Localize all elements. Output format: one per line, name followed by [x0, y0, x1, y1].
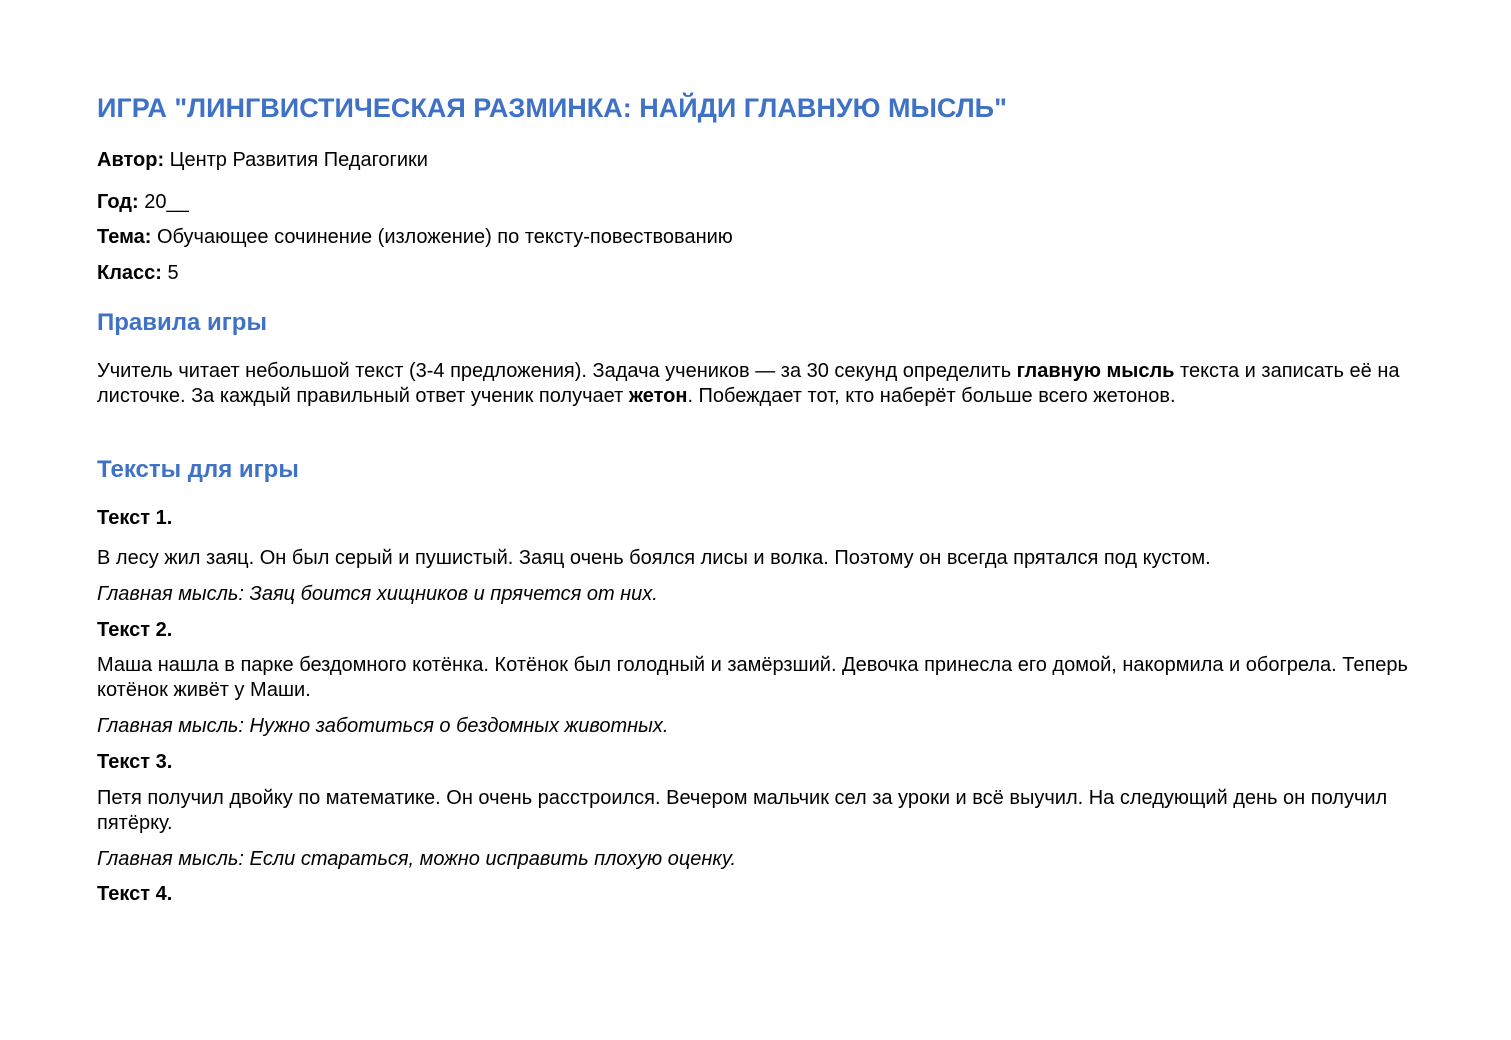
- texts-heading: Тексты для игры: [97, 456, 299, 483]
- grade-line: [97, 261, 179, 285]
- rules-heading: Правила игры: [97, 309, 267, 336]
- text-2-body: Маша нашла в парке бездомного котёнка. Котёнок был голодный и замёрзший. Девочка принесла его домой, накормила и обогрела. Теперь котёнок живёт у Маши.: [97, 654, 1408, 701]
- author-label: Автор:: [97, 149, 165, 171]
- rules-text-part2: текста и записать её на листочке. За каждый правильный ответ ученик получает: [97, 360, 1400, 407]
- grade-value: 5: [161, 262, 179, 284]
- year-value: 20__: [138, 191, 189, 213]
- text-3-title: Текст 3.: [97, 751, 173, 773]
- text-2-title: Текст 2.: [97, 619, 173, 641]
- rules-text-part1: Учитель читает небольшой текст (3-4 предложения). Задача учеников — за 30 секунд определить: [97, 360, 1017, 382]
- year-label: Год:: [97, 191, 139, 213]
- text-3-body: Петя получил двойку по математике. Он очень расстроился. Вечером мальчик сел за уроки и всё выучил. На следующий день он получил пятёрку.: [97, 787, 1388, 834]
- topic-label: Тема:: [97, 226, 152, 248]
- rules-bold-token: жетон: [628, 384, 688, 407]
- topic-line: [97, 225, 733, 249]
- author-value: Центр Развития Педагогики: [164, 149, 428, 171]
- text-2-main-idea: Главная мысль: Нужно заботиться о бездомных животных.: [97, 715, 669, 737]
- rules-bold-main-idea: главную мысль: [1016, 360, 1175, 382]
- text-1-title: Текст 1.: [97, 507, 173, 529]
- text-1-main-idea: Главная мысль: Заяц боится хищников и прячется от них.: [97, 583, 658, 605]
- author-line: [97, 148, 428, 172]
- year-line: [97, 190, 189, 214]
- text-1-body: В лесу жил заяц. Он был серый и пушистый. Заяц очень боялся лисы и волка. Поэтому он всегда прятался под кустом.: [97, 547, 1211, 569]
- document-title: ИГРА "ЛИНГВИСТИЧЕСКАЯ РАЗМИНКА: НАЙДИ ГЛАВНУЮ МЫСЛЬ": [97, 93, 1007, 123]
- rules-text-part3: . Побеждает тот, кто наберёт больше всего жетонов.: [687, 384, 1176, 407]
- grade-label: Класс:: [97, 262, 162, 284]
- topic-value: Обучающее сочинение (изложение) по тексту-повествованию: [151, 226, 733, 248]
- rules-paragraph: [97, 359, 1417, 408]
- text-3-main-idea: Главная мысль: Если стараться, можно исправить плохую оценку.: [97, 848, 737, 870]
- text-4-title: Текст 4.: [97, 883, 173, 905]
